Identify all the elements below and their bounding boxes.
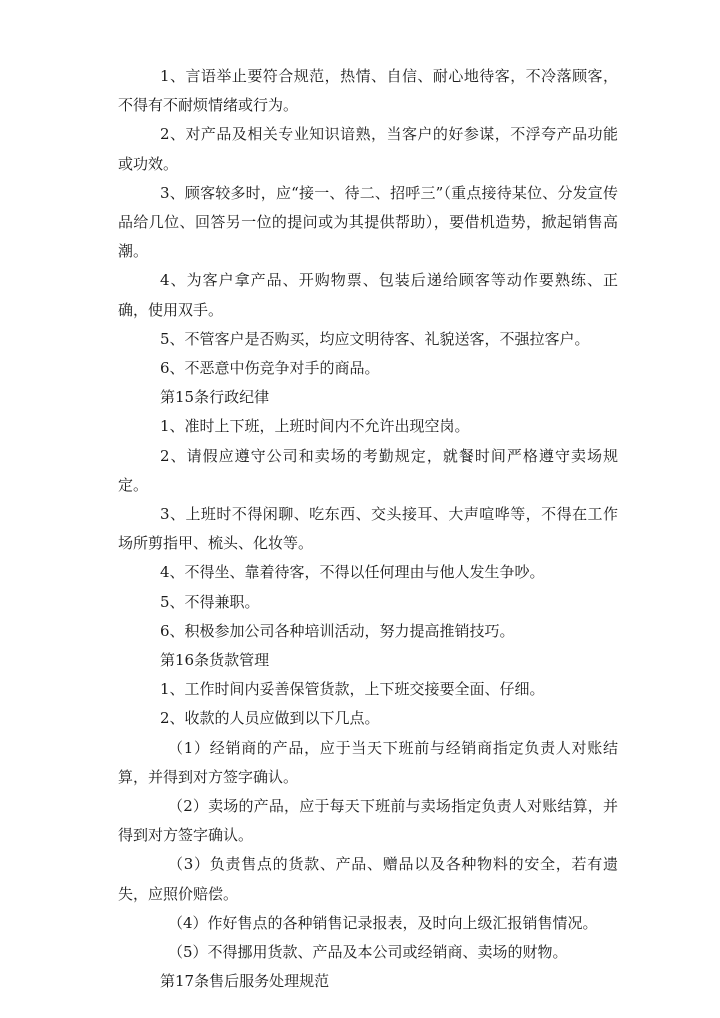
- paragraph-16-1: 1、工作时间内妥善保管货款，上下班交接要全面、仔细。: [160, 680, 545, 699]
- sub-item-3: （3）负责售点的货款、产品、赠品以及各种物料的安全，若有遗失，应照价赔偿。: [118, 855, 618, 903]
- paragraph-4: 4、为客户拿产品、开购物票、包装后递给顾客等动作要熟练、正确，使用双手。: [118, 271, 618, 319]
- sub-item-4: （4）作好售点的各种销售记录报表，及时向上级汇报销售情况。: [168, 913, 598, 932]
- paragraph-2: 2、对产品及相关专业知识谙熟，当客户的好参谋，不浮夸产品功能或功效。: [118, 125, 618, 173]
- paragraph-15-1: 1、准时上下班，上班时间内不允许出现空岗。: [160, 417, 470, 436]
- sub-item-1: （1）经销商的产品，应于当天下班前与经销商指定负责人对账结算，并得到对方签字确认。: [118, 738, 618, 786]
- paragraph-1: 1、言语举止要符合规范，热情、自信、耐心地待客，不冷落顾客，不得有不耐烦情绪或行为。: [118, 67, 618, 115]
- document-body: [118, 62, 618, 997]
- sub-item-2: （2）卖场的产品，应于每天下班前与卖场指定负责人对账结算，并得到对方签字确认。: [118, 797, 618, 845]
- paragraph-15-4: 4、不得坐、靠着待客，不得以任何理由与他人发生争吵。: [160, 563, 545, 582]
- paragraph-6: 6、不恶意中伤竞争对手的商品。: [160, 359, 380, 378]
- paragraph-3: 3、顾客较多时，应“接一、待二、招呼三”（重点接待某位、分发宣传品给几位、回答另一位的提问或为其提供帮助），要借机造势，掀起销售高潮。: [118, 183, 618, 261]
- paragraph-15-5: 5、不得兼职。: [160, 592, 260, 611]
- sub-item-5: （5）不得挪用货款、产品及本公司或经销商、卖场的财物。: [168, 943, 568, 962]
- paragraph-5: 5、不管客户是否购买，均应文明待客、礼貌送客，不强拉客户。: [160, 329, 590, 348]
- paragraph-15-2: 2、请假应遵守公司和卖场的考勤规定，就餐时间严格遵守卖场规定。: [118, 446, 618, 494]
- paragraph-15-6: 6、积极参加公司各种培训活动，努力提高推销技巧。: [160, 621, 515, 640]
- section-heading-15: 第15条行政纪律: [160, 388, 270, 407]
- paragraph-15-3: 3、上班时不得闲聊、吃东西、交头接耳、大声喧哗等，不得在工作场所剪指甲、梳头、化妆等。: [118, 505, 618, 553]
- paragraph-16-2: 2、收款的人员应做到以下几点。: [160, 709, 380, 728]
- section-heading-16: 第16条货款管理: [160, 651, 270, 670]
- section-heading-17: 第17条售后服务处理规范: [160, 972, 330, 991]
